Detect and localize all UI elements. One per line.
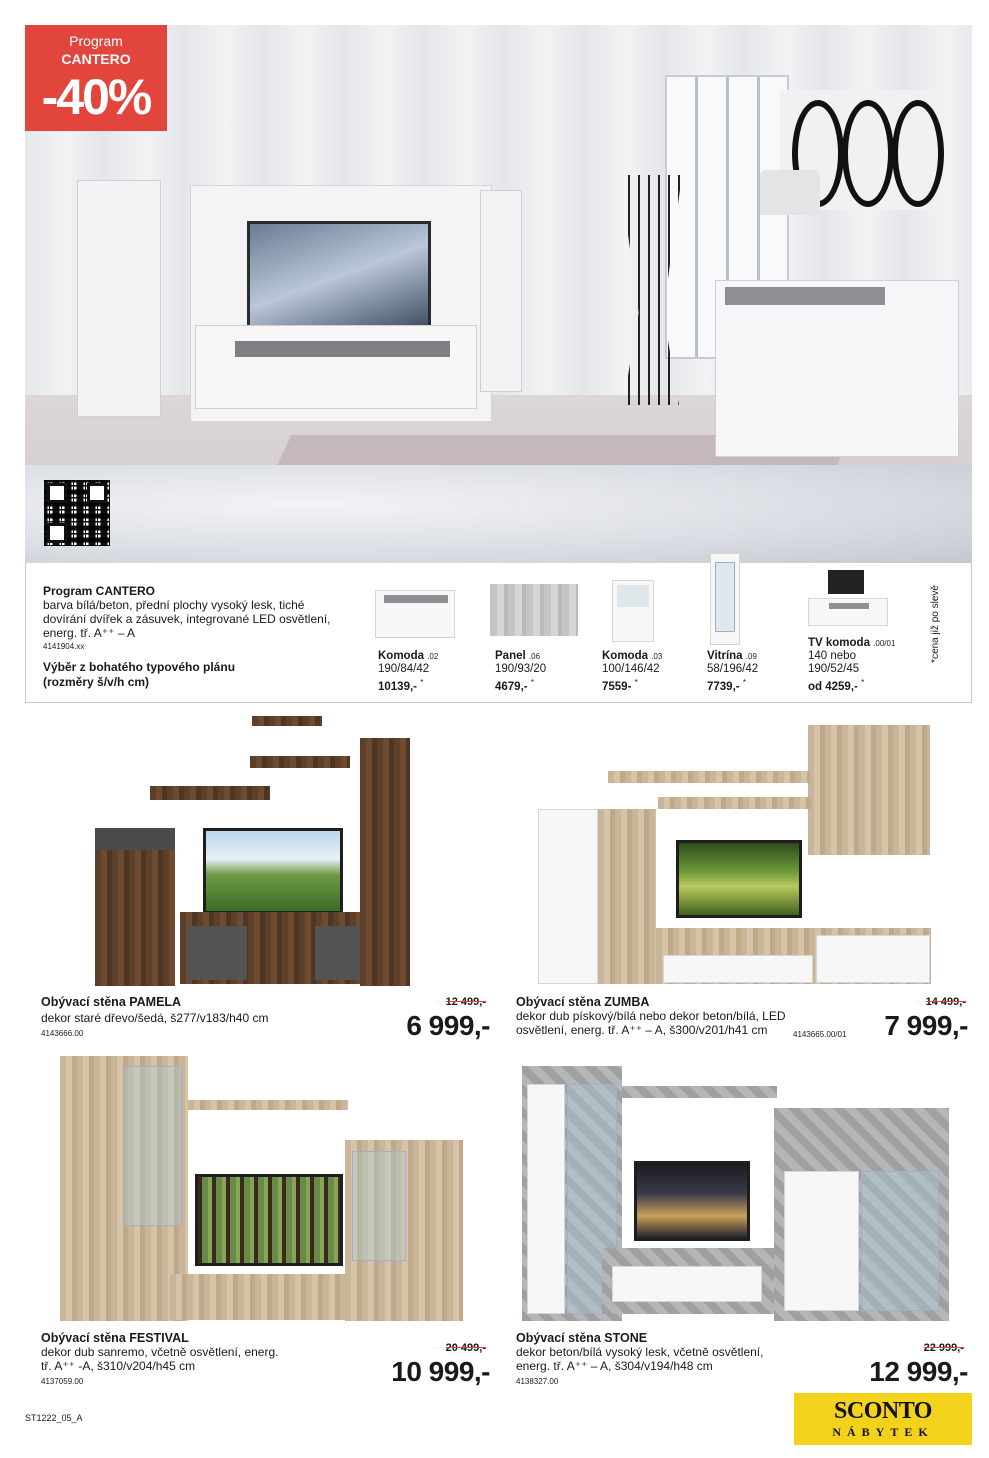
tv-komoda-tv-thumb xyxy=(828,570,864,594)
hero-tv-stand xyxy=(195,325,477,409)
program-item: Panel .06 190/93/20 4679,- * xyxy=(495,650,547,693)
bookcase xyxy=(598,809,656,984)
price: 6 999,- xyxy=(406,1010,490,1041)
hero-sideboard xyxy=(715,280,959,457)
price: 7 999,- xyxy=(884,1010,968,1041)
product-name: Obývací stěna ZUMBA xyxy=(516,995,650,1009)
pamela-tv xyxy=(203,828,343,914)
white-cabinet xyxy=(538,809,598,984)
shelf xyxy=(252,716,322,726)
product-code: 4138327.00 xyxy=(516,1377,559,1386)
panel-06-thumb xyxy=(490,584,578,636)
shelf xyxy=(188,1100,348,1110)
old-price: 14 499,- xyxy=(925,996,966,1008)
highboard-glass xyxy=(352,1151,406,1261)
program-item: TV komoda .00/01 140 nebo 190/52/45 od 4259,- * xyxy=(808,637,896,693)
badge-label: Program xyxy=(69,33,123,49)
shelf xyxy=(658,797,813,809)
program-title: Program CANTERO xyxy=(43,584,156,598)
tv-stand-drawer xyxy=(663,955,813,983)
program-plan-note: Výběr z bohatého typového plánu (rozměry š/v/h cm) xyxy=(43,660,236,689)
product-code: 4143665.00/01 xyxy=(793,1030,847,1039)
price-note: *cena již po slevě xyxy=(930,585,941,663)
shelf xyxy=(250,756,350,768)
tall-cabinet xyxy=(360,738,410,986)
discount-badge xyxy=(25,25,167,131)
highboard-drawer xyxy=(95,828,175,850)
stone-image xyxy=(522,1066,950,1321)
festival-image xyxy=(60,1056,465,1321)
program-item: Komoda .02 190/84/42 10139,- * xyxy=(378,650,439,693)
qr-finder xyxy=(87,483,107,503)
shelf xyxy=(622,1086,777,1098)
tv-stand-door xyxy=(187,926,247,980)
old-price: 20 499,- xyxy=(445,1342,486,1354)
product-code: 4143666.00 xyxy=(41,1029,84,1038)
komoda-03-thumb xyxy=(612,580,654,642)
hero-table-lamp xyxy=(760,170,820,215)
hero-tv xyxy=(247,221,431,331)
shelf xyxy=(150,786,270,800)
program-description: barva bílá/beton, přední plochy vysoký lesk, tiché dovírání dvířek a zásuvek, integrované LED osvětlení, energ. tř. A⁺⁺ – A xyxy=(43,598,331,640)
qr-code[interactable] xyxy=(44,480,110,546)
sconto-logo[interactable] xyxy=(794,1393,972,1445)
vitrine-door xyxy=(527,1084,565,1314)
hero-room-image xyxy=(25,25,972,563)
art-mask-icon xyxy=(842,100,894,207)
pamela-image xyxy=(95,716,365,986)
shelf xyxy=(608,771,810,783)
wall-vitrine xyxy=(808,725,930,855)
zumba-image xyxy=(538,725,933,987)
logo-sub: NÁBYTEK xyxy=(832,1425,934,1439)
old-price: 12 499,- xyxy=(445,996,486,1008)
hero-sofa xyxy=(25,465,972,563)
hero-tv-stand-shelf xyxy=(235,341,450,357)
zumba-tv xyxy=(676,840,802,918)
product-name: Obývací stěna PAMELA xyxy=(41,995,182,1009)
product-description: dekor staré dřevo/šedá, š277/v183/h40 cm xyxy=(41,1011,269,1025)
festival-tv xyxy=(195,1174,343,1266)
logo-main: SCONTO xyxy=(834,1398,932,1424)
tv-komoda-thumb xyxy=(808,598,888,626)
program-item: Vitrína .09 58/196/42 7739,- * xyxy=(707,650,759,693)
badge-discount: -40% xyxy=(41,69,151,125)
vitrine-glass xyxy=(124,1066,182,1226)
old-price: 22 999,- xyxy=(923,1342,964,1354)
komoda-02-thumb xyxy=(375,590,455,638)
product-description: dekor beton/bílá vysoký lesk, včetně osvětlení, energ. tř. A⁺⁺ – A, š304/v194/h48 cm xyxy=(516,1345,764,1373)
hero-sideboard-top xyxy=(725,287,885,305)
hero-panel xyxy=(480,190,522,392)
product-name: Obývací stěna STONE xyxy=(516,1331,648,1345)
tv-stand-door xyxy=(816,935,930,983)
page-code: ST1222_05_A xyxy=(25,1413,83,1423)
qr-finder xyxy=(47,483,67,503)
stone-tv xyxy=(634,1161,750,1241)
product-code: 4137059.00 xyxy=(41,1377,84,1386)
hero-vitrine xyxy=(77,180,161,417)
art-mask-icon xyxy=(892,100,944,207)
program-code: 4141904.xx xyxy=(43,642,85,651)
qr-finder xyxy=(47,523,67,543)
highboard-glass xyxy=(861,1171,939,1311)
product-description: dekor dub sanremo, včetně osvětlení, energ. tř. A⁺⁺ -A, š310/v204/h45 cm xyxy=(41,1345,279,1373)
tv-stand-drawer xyxy=(612,1266,762,1302)
vitrina-09-thumb xyxy=(710,553,740,645)
product-description: dekor dub pískový/bílá nebo dekor beton/bílá, LED osvětlení, energ. tř. A⁺⁺ – A, š300/v201/h41 cm xyxy=(516,1009,786,1037)
highboard xyxy=(95,828,175,986)
price: 10 999,- xyxy=(391,1356,490,1387)
product-name: Obývací stěna FESTIVAL xyxy=(41,1331,189,1345)
highboard-door xyxy=(784,1171,859,1311)
program-item: Komoda .03 100/146/42 7559- * xyxy=(602,650,663,693)
badge-program: CANTERO xyxy=(61,51,131,67)
price: 12 999,- xyxy=(869,1356,968,1387)
